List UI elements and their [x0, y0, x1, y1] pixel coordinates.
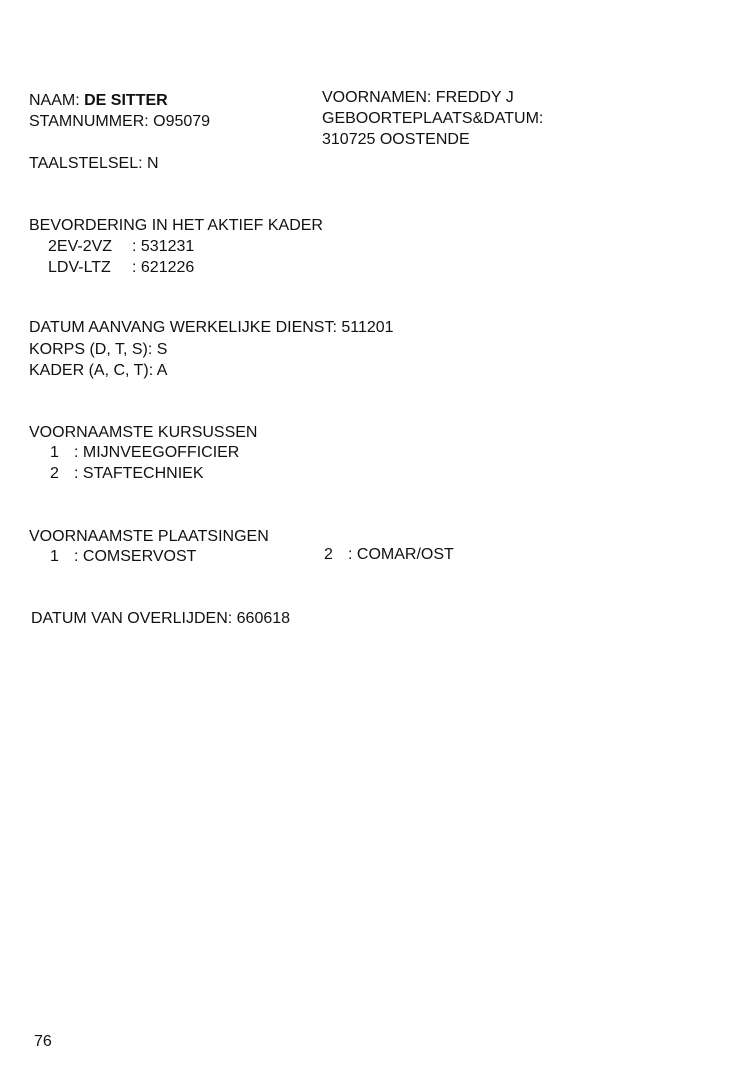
datum-aanvang-dienst: DATUM AANVANG WERKELIJKE DIENST: 511201 [29, 319, 394, 336]
kursussen-title: VOORNAAMSTE KURSUSSEN [29, 424, 258, 441]
bevordering-item [48, 237, 194, 257]
bevordering-date: 621226 [140, 259, 195, 276]
plaatsing-num: 1 [50, 548, 59, 565]
bevordering-sep: : [132, 259, 137, 276]
plaatsing-name: COMSERVOST [82, 548, 197, 565]
voornamen: VOORNAMEN: FREDDY J [322, 89, 514, 106]
plaatsing-sep: : [74, 548, 79, 565]
bevordering-item [48, 258, 194, 278]
kursus-num: 1 [50, 444, 59, 461]
kursus-item [50, 443, 239, 463]
geboorteplaats-value: 310725 OOSTENDE [322, 131, 470, 148]
kursus-name: STAFTECHNIEK [82, 465, 204, 482]
datum-overlijden: DATUM VAN OVERLIJDEN: 660618 [31, 610, 291, 627]
korps: KORPS (D, T, S): S [29, 341, 168, 358]
bevordering-date: 531231 [140, 238, 195, 255]
kursus-name: MIJNVEEGOFFICIER [82, 444, 240, 461]
bevordering-sep: : [132, 238, 137, 255]
kursus-num: 2 [50, 465, 59, 482]
geboorteplaats-label: GEBOORTEPLAATS&DATUM: [322, 110, 544, 127]
plaatsingen-title: VOORNAAMSTE PLAATSINGEN [29, 528, 269, 545]
plaatsing-sep: : [348, 546, 353, 563]
naam-line [29, 91, 168, 111]
taalstelsel: TAALSTELSEL: N [29, 155, 159, 172]
bevordering-title: BEVORDERING IN HET AKTIEF KADER [29, 217, 323, 234]
plaatsing-item [324, 545, 454, 565]
naam-value: DE SITTER [84, 92, 168, 109]
plaatsing-item [50, 547, 196, 567]
bevordering-rank: LDV-LTZ [48, 259, 111, 276]
bevordering-rank: 2EV-2VZ [48, 238, 113, 255]
plaatsing-num: 2 [324, 546, 333, 563]
stamnummer: STAMNUMMER: O95079 [29, 113, 211, 130]
page-number: 76 [34, 1033, 52, 1050]
kursus-sep: : [74, 465, 79, 482]
kursus-item [50, 464, 204, 484]
kader: KADER (A, C, T): A [29, 362, 168, 379]
kursus-sep: : [74, 444, 79, 461]
naam-label: NAAM: [29, 92, 80, 109]
plaatsing-name: COMAR/OST [356, 546, 454, 563]
